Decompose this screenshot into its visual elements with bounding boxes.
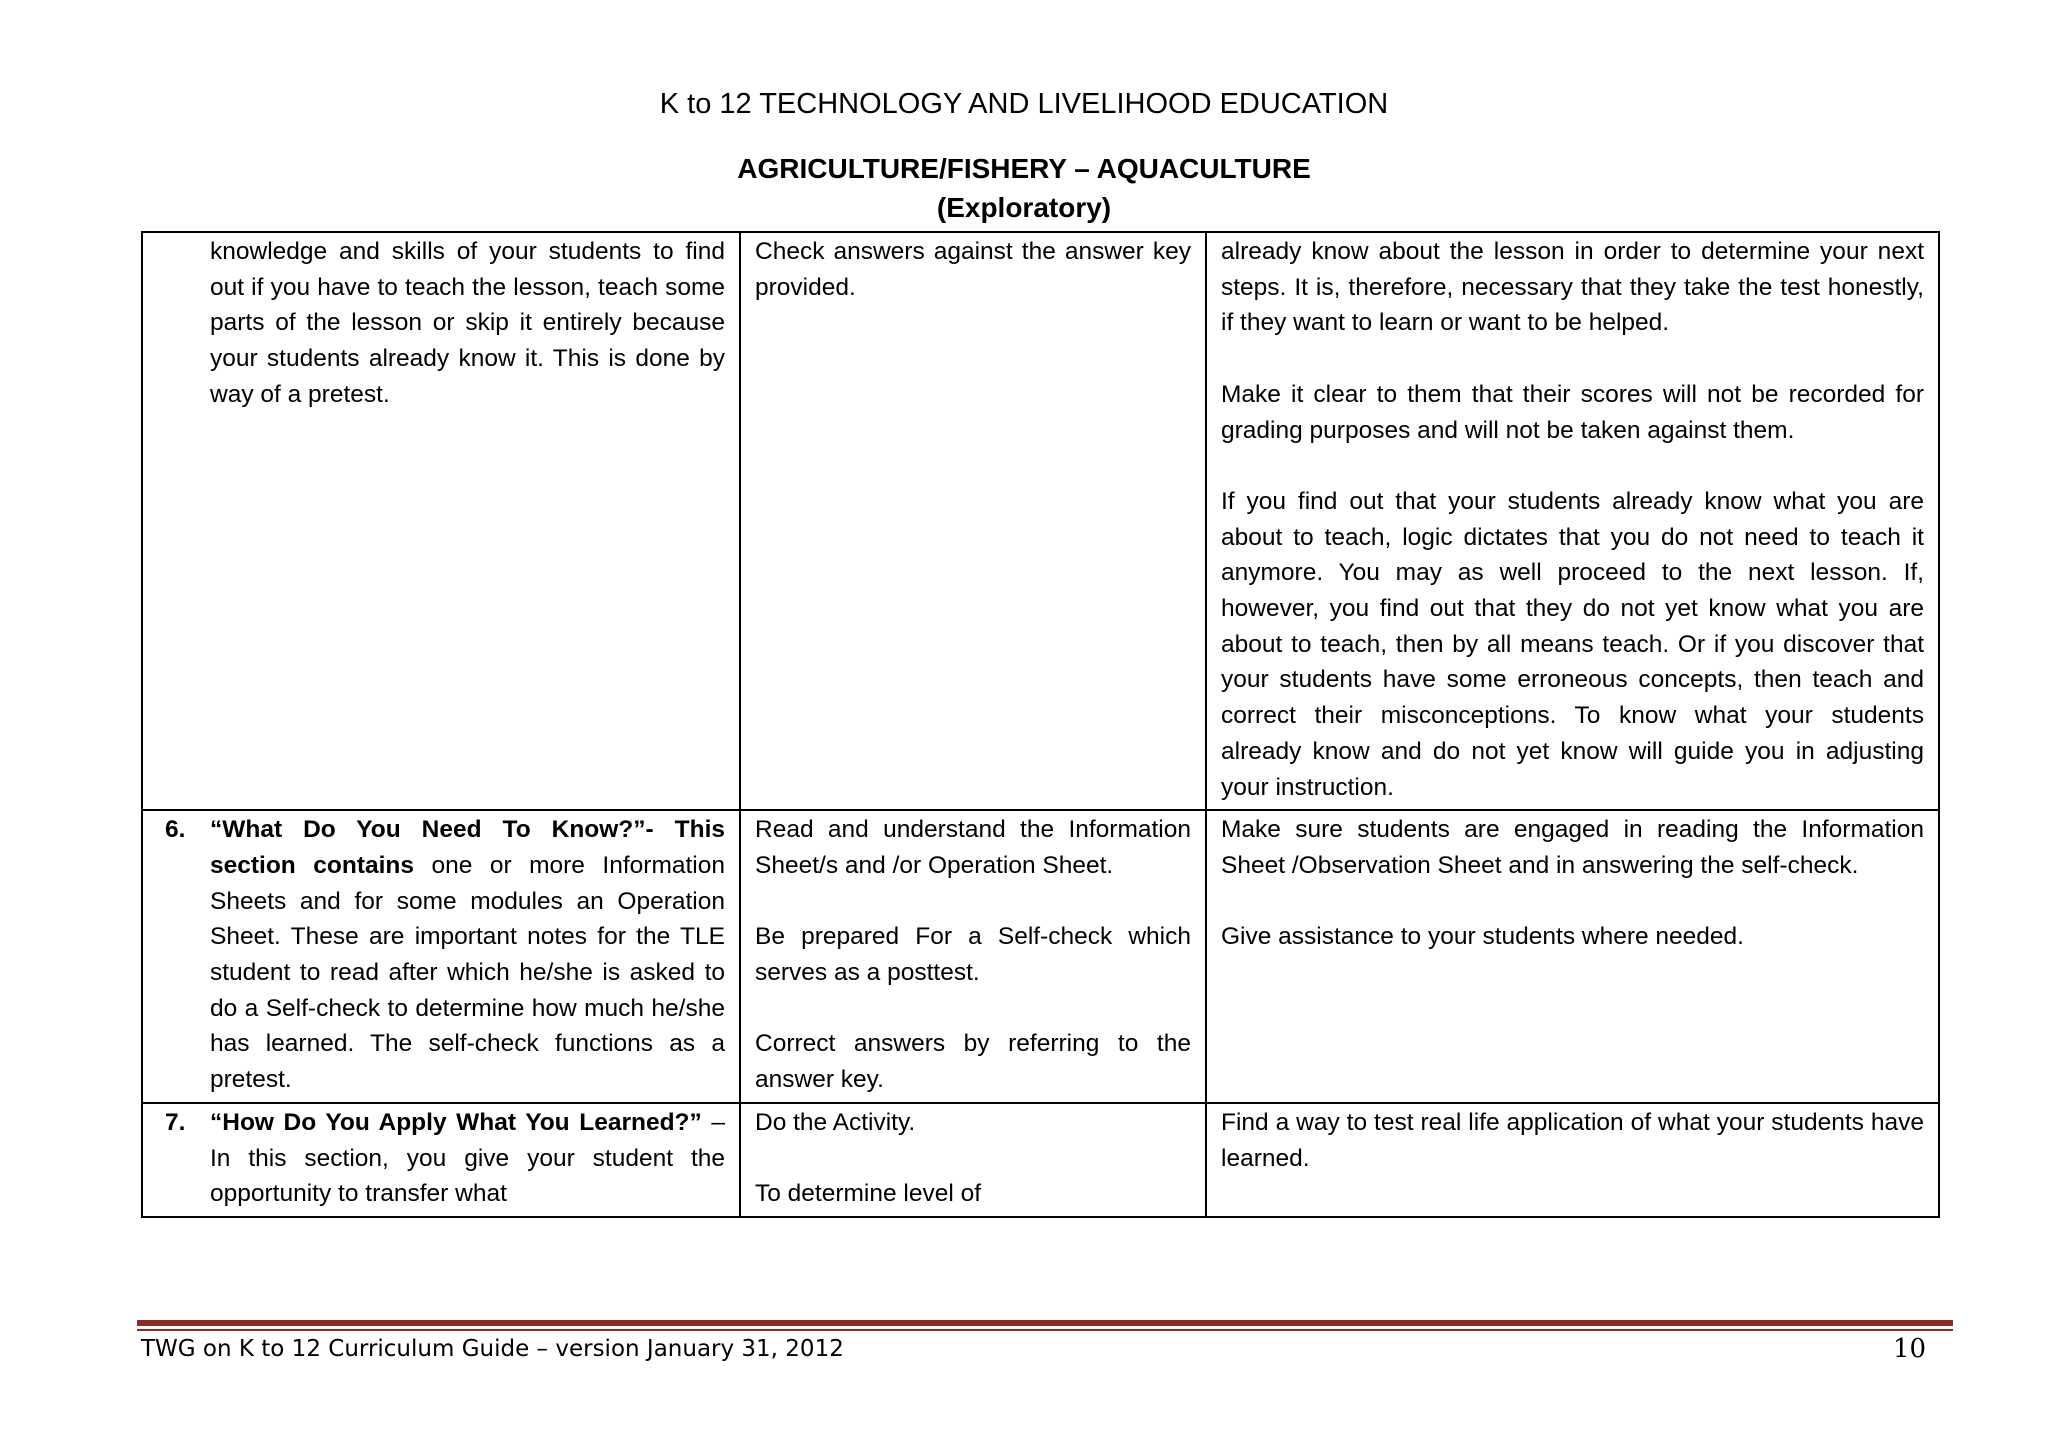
item-heading: “What Do You Need To Know?”- This section contains: [210, 816, 725, 879]
item-description: – In this section, you give your student the opportunity to transfer what: [210, 1108, 725, 1208]
page-number: 10: [1893, 1334, 1927, 1364]
table-cell: [1206, 232, 1939, 810]
document-subtitle: AGRICULTURE/FISHERY – AQUACULTURE: [737, 153, 1311, 184]
table-row: [142, 232, 1939, 810]
cell-paragraph: Do the Activity.: [755, 1108, 916, 1136]
cell-paragraph: Read and understand the Information Sheet/s and /or Operation Sheet.: [755, 816, 1191, 879]
item-number: 6.: [165, 816, 186, 844]
table-cell: [740, 810, 1206, 1103]
cell-text: Find a way to test real life application of what your students have learned.: [1221, 1108, 1924, 1172]
cell-paragraph: Make sure students are engaged in reading the Information Sheet /Observation Sheet and in answering the self-check.: [1221, 816, 1924, 879]
curriculum-table: [141, 231, 1940, 1218]
list-item: [157, 812, 725, 1098]
list-item: [157, 1105, 725, 1212]
table-row: [142, 1103, 1939, 1217]
cell-text: knowledge and skills of your students to find out if you have to teach the lesson, teach some parts of the lesson or skip it entirely because your students already know it. This is done by way of a pretest.: [210, 238, 725, 408]
item-number: 7.: [165, 1108, 186, 1136]
table-cell: [740, 232, 1206, 810]
footer-divider: [137, 1320, 1953, 1326]
table-row: [142, 810, 1939, 1103]
cell-paragraph: Be prepared For a Self-check which serves as a posttest.: [755, 923, 1191, 987]
item-heading: “How Do You Apply What You Learned?”: [210, 1108, 702, 1136]
course-type-label: (Exploratory): [936, 192, 1112, 223]
footer-text: TWG on K to 12 Curriculum Guide – version January 31, 2012: [141, 1336, 844, 1362]
footer-divider-thin: [137, 1329, 1953, 1331]
table-cell: [142, 232, 740, 810]
table-cell: [1206, 1103, 1939, 1217]
cell-paragraph: If you find out that your students already know what you are about to teach, logic dictates that you do not need to teach it anymore. You may as well proceed to the next lesson. If, however, you find out that they do not yet know what you are about to teach, then by all means teach. Or if you discover that your students have some erroneous concepts, then teach and correct their misconceptions. To know what your students already know and do not yet know will guide you in adjusting your instruction.: [1221, 487, 1924, 801]
cell-paragraph: To determine level of: [755, 1180, 982, 1208]
item-description: one or more Information Sheets and for some modules an Operation Sheet. These are important notes for the TLE student to read after which he/she is asked to do a Self-check to determine how much he/she has learned. The self-check functions as a pretest.: [210, 851, 725, 1094]
table-cell: [1206, 810, 1939, 1103]
table-cell: [740, 1103, 1206, 1217]
cell-paragraph: Make it clear to them that their scores will not be recorded for grading purposes and will not be taken against them.: [1221, 380, 1924, 444]
table-cell: [142, 1103, 740, 1217]
document-title: K to 12 TECHNOLOGY AND LIVELIHOOD EDUCATION: [659, 88, 1389, 120]
cell-paragraph: already know about the lesson in order to determine your next steps. It is, therefore, necessary that they take the test honestly, if they want to learn or want to be helped.: [1221, 238, 1924, 337]
cell-text: Check answers against the answer key provided.: [755, 238, 1191, 301]
cell-paragraph: Correct answers by referring to the answer key.: [755, 1030, 1191, 1094]
cell-paragraph: Give assistance to your students where needed.: [1221, 923, 1744, 951]
table-cell: [142, 810, 740, 1103]
